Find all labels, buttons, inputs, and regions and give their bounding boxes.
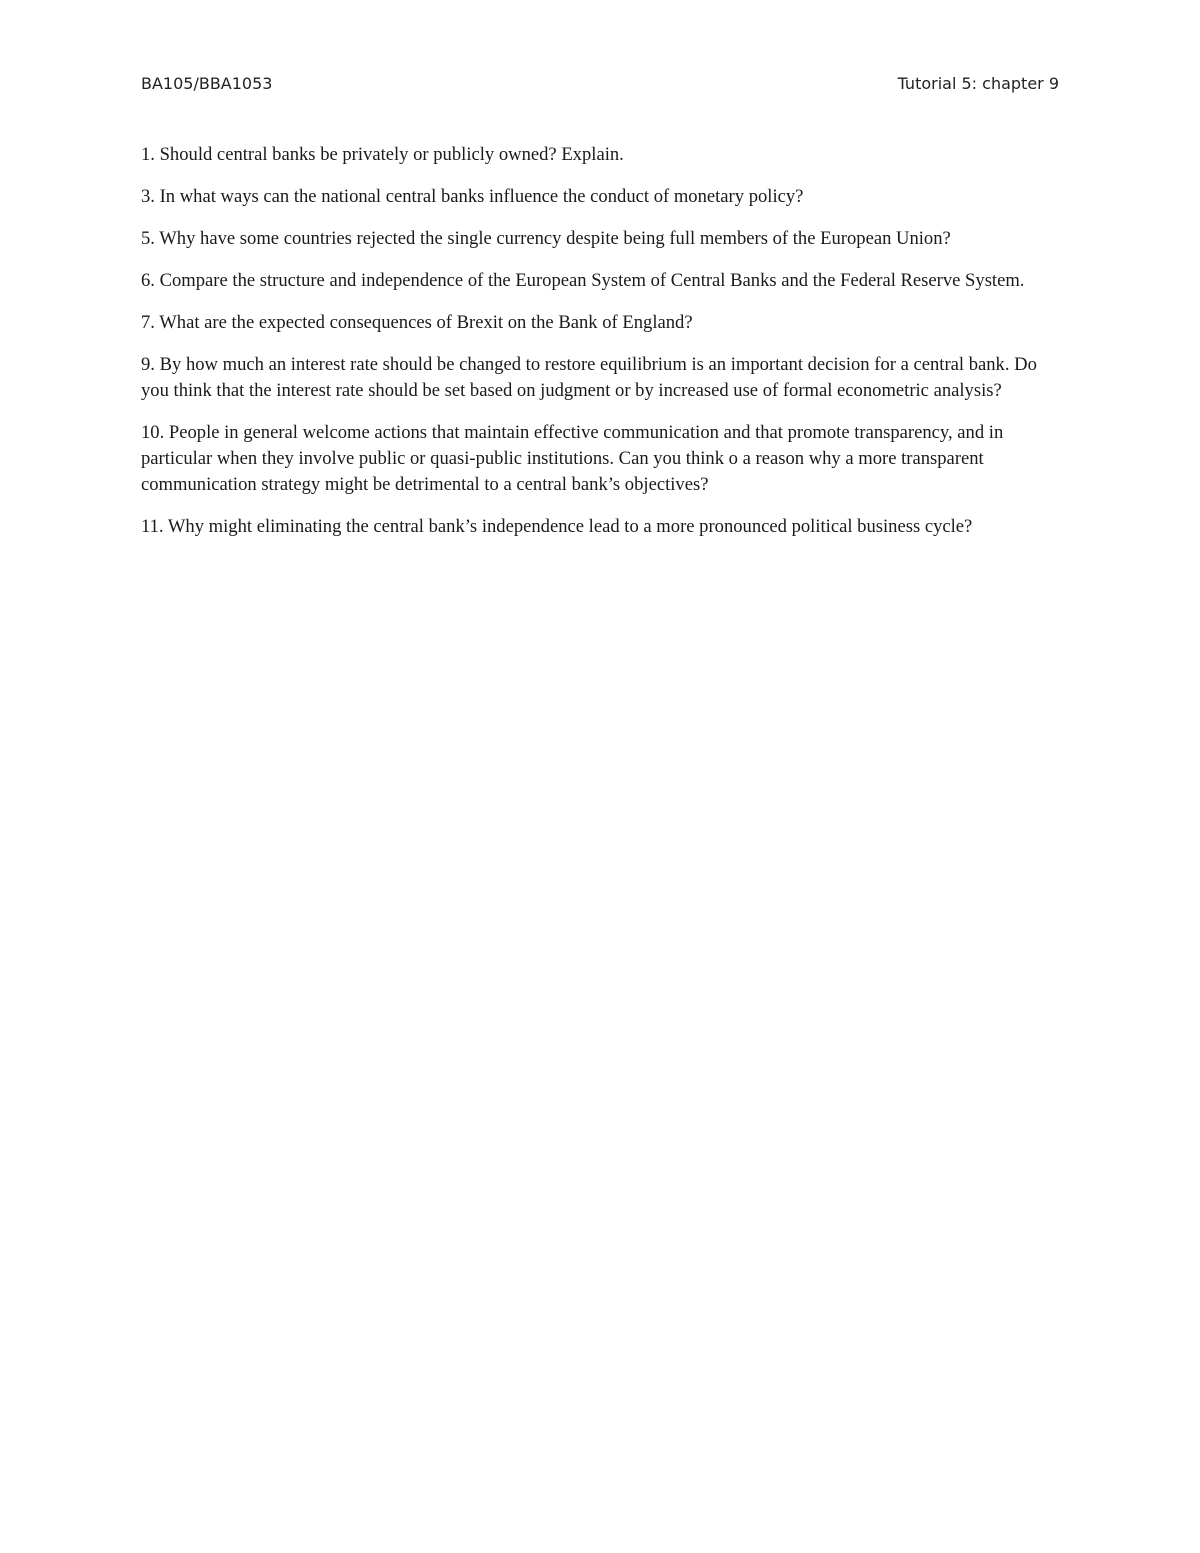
question-1: 1. Should central banks be privately or publicly owned? Explain. (141, 144, 624, 165)
question-5: 5. Why have some countries rejected the single currency despite being full members of the European Union? (141, 228, 951, 249)
page-header (141, 74, 1059, 100)
question-6: 6. Compare the structure and independence of the European System of Central Banks and the Federal Reserve System. (141, 270, 1025, 291)
question-3: 3. In what ways can the national central banks influence the conduct of monetary policy? (141, 186, 804, 207)
question-11: 11. Why might eliminating the central bank’s independence lead to a more pronounced political business cycle? (141, 516, 973, 537)
tutorial-title: Tutorial 5: chapter 9 (897, 74, 1059, 93)
question-list (141, 142, 1061, 556)
question-9: 9. By how much an interest rate should be changed to restore equilibrium is an important decision for a central bank. Do you think that the interest rate should be set based on judgment or by increased use of formal econometric analysis? (141, 354, 1037, 401)
question-7: 7. What are the expected consequences of Brexit on the Bank of England? (141, 312, 693, 333)
question-10: 10. People in general welcome actions that maintain effective communication and that promote transparency, and in particular when they involve public or quasi-public institutions. Can you think o a reason why a more transparent communication strategy might be detrimental to a central bank’s objectives? (141, 422, 1004, 495)
course-code: BA105/BBA1053 (141, 74, 273, 93)
